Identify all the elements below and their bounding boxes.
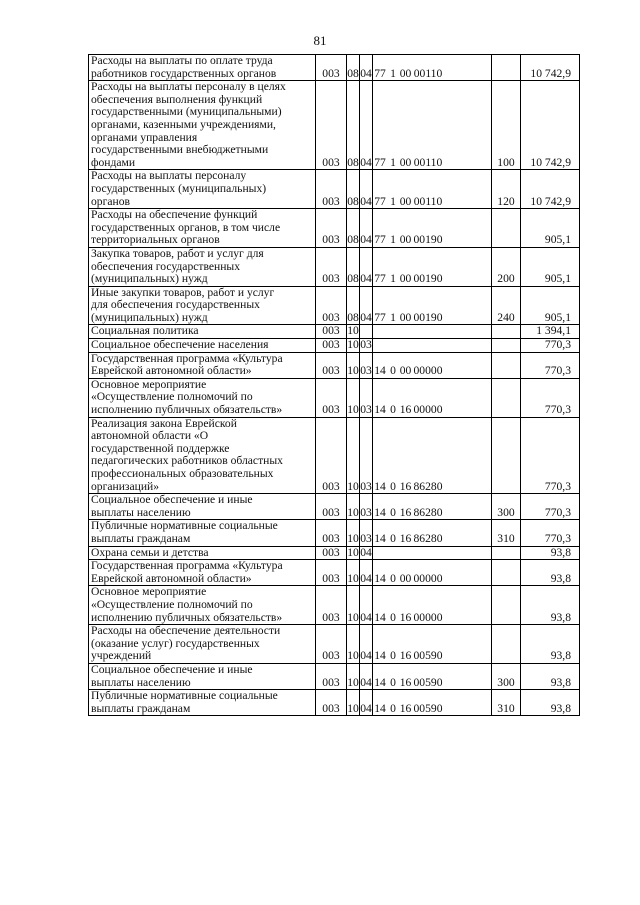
table-row xyxy=(89,417,580,494)
target-article-part: 77 xyxy=(374,233,386,247)
target-article-cell xyxy=(373,546,492,560)
table-row xyxy=(89,494,580,520)
table-row xyxy=(89,209,580,248)
item-name-cell: Основное мероприятие «Осуществление полномочий по исполнению публичных обязательств» xyxy=(89,378,316,417)
expense-type-cell: 300 xyxy=(492,494,521,520)
table-row xyxy=(89,325,580,339)
expense-type-cell xyxy=(492,625,521,664)
gr-code-cell: 003 xyxy=(316,417,347,494)
target-article-part: 77 xyxy=(374,272,386,286)
target-article-cell xyxy=(373,494,492,520)
pr-code-cell: 04 xyxy=(360,81,373,170)
target-article-part: 0 xyxy=(390,649,396,663)
pr-code-cell: 04 xyxy=(360,663,373,689)
amount-cell: 770,3 xyxy=(521,494,580,520)
target-article-code xyxy=(373,481,491,494)
expense-type-cell xyxy=(492,352,521,378)
pr-code-cell: 03 xyxy=(360,352,373,378)
pr-code-cell: 04 xyxy=(360,286,373,325)
target-article-code xyxy=(373,404,491,417)
target-article-code xyxy=(373,573,491,586)
expense-type-cell: 310 xyxy=(492,520,521,546)
target-article-part: 0 xyxy=(390,403,396,417)
rz-code-cell: 08 xyxy=(347,286,360,325)
target-article-part: 00590 xyxy=(413,701,443,715)
rz-code-cell: 10 xyxy=(347,560,360,586)
table-row xyxy=(89,81,580,170)
target-article-part: 00190 xyxy=(413,233,443,247)
gr-code-cell: 003 xyxy=(316,690,347,716)
rz-code-cell: 10 xyxy=(347,378,360,417)
target-article-code xyxy=(373,312,491,325)
target-article-part: 14 xyxy=(374,649,386,663)
target-article-part: 1 xyxy=(390,194,396,208)
gr-code-cell: 003 xyxy=(316,378,347,417)
pr-code-cell: 04 xyxy=(360,586,373,625)
amount-cell: 770,3 xyxy=(521,378,580,417)
rz-code-cell: 10 xyxy=(347,417,360,494)
item-name-cell: Публичные нормативные социальные выплаты гражданам xyxy=(89,690,316,716)
item-name-cell: Социальная политика xyxy=(89,325,316,339)
expense-type-cell: 310 xyxy=(492,690,521,716)
target-article-cell xyxy=(373,625,492,664)
target-article-cell xyxy=(373,247,492,286)
target-article-part: 14 xyxy=(374,701,386,715)
target-article-cell xyxy=(373,209,492,248)
pr-code-cell: 04 xyxy=(360,560,373,586)
target-article-cell xyxy=(373,55,492,81)
pr-code-cell: 04 xyxy=(360,247,373,286)
gr-code-cell: 003 xyxy=(316,352,347,378)
rz-code-cell: 08 xyxy=(347,247,360,286)
gr-code-cell: 003 xyxy=(316,55,347,81)
expense-type-cell xyxy=(492,325,521,339)
target-article-code xyxy=(373,365,491,378)
target-article-part: 16 xyxy=(399,675,412,689)
item-name-cell: Социальное обеспечение населения xyxy=(89,339,316,353)
item-name-cell: Охрана семьи и детства xyxy=(89,546,316,560)
rz-code-cell: 10 xyxy=(347,586,360,625)
expense-type-cell xyxy=(492,586,521,625)
table-row xyxy=(89,560,580,586)
gr-code-cell: 003 xyxy=(316,209,347,248)
target-article-cell xyxy=(373,352,492,378)
target-article-part: 00110 xyxy=(413,194,443,208)
pr-code-cell: 04 xyxy=(360,209,373,248)
target-article-part: 16 xyxy=(399,531,412,545)
budget-table xyxy=(88,54,580,716)
table-row xyxy=(89,625,580,664)
target-article-part: 14 xyxy=(374,364,386,378)
rz-code-cell: 10 xyxy=(347,324,359,338)
item-name-cell: Социальное обеспечение и иные выплаты населению xyxy=(89,494,316,520)
rz-code-cell: 08 xyxy=(347,170,360,209)
target-article-part: 00110 xyxy=(413,155,443,169)
table-row xyxy=(89,247,580,286)
target-article-part: 77 xyxy=(374,194,386,208)
table-row xyxy=(89,170,580,209)
target-article-part: 00000 xyxy=(413,610,443,624)
target-article-part: 77 xyxy=(374,155,386,169)
target-article-cell xyxy=(373,663,492,689)
target-article-cell xyxy=(373,339,492,353)
target-article-part: 0 xyxy=(390,479,396,493)
expense-type-cell: 240 xyxy=(492,286,521,325)
rz-code-cell: 10 xyxy=(347,352,360,378)
table-row xyxy=(89,520,580,546)
target-article-part: 1 xyxy=(390,233,396,247)
expense-type-cell xyxy=(492,378,521,417)
expense-type-cell xyxy=(492,417,521,494)
item-name-cell: Расходы на обеспечение деятельности (оказание услуг) государственных учреждений xyxy=(89,625,316,664)
expense-type-cell xyxy=(492,209,521,248)
table-row xyxy=(89,378,580,417)
rz-code-cell: 10 xyxy=(347,338,359,352)
target-article-cell xyxy=(373,81,492,170)
target-article-part: 00590 xyxy=(413,649,443,663)
expense-type-cell: 120 xyxy=(492,170,521,209)
pr-code-cell: 03 xyxy=(360,338,372,352)
amount-cell: 93,8 xyxy=(521,560,580,586)
pr-code-cell: 04 xyxy=(360,170,373,209)
target-article-part: 00 xyxy=(399,310,412,324)
rz-code-cell: 10 xyxy=(347,625,360,664)
target-article-part: 00 xyxy=(399,155,412,169)
target-article-part: 00190 xyxy=(413,310,443,324)
item-name-cell: Расходы на выплаты персоналу в целях обеспечения выполнения функций государственными (муниципальными) органами, казенными учреждениями, органами управления государственными внебюджетными фондами xyxy=(89,81,316,170)
target-article-part: 14 xyxy=(374,610,386,624)
expense-type-cell xyxy=(492,339,521,353)
amount-cell: 770,3 xyxy=(521,352,580,378)
amount-cell: 905,1 xyxy=(521,247,580,286)
target-article-part: 00 xyxy=(399,272,412,286)
rz-code-cell: 08 xyxy=(347,209,360,248)
rz-code-cell: 10 xyxy=(347,663,360,689)
rz-code-cell: 10 xyxy=(347,690,360,716)
target-article-part: 1 xyxy=(390,66,396,80)
rz-code-cell: 08 xyxy=(347,81,360,170)
target-article-part: 00 xyxy=(399,66,412,80)
page-number: 81 xyxy=(313,33,327,48)
item-name-cell: Расходы на обеспечение функций государственных органов, в том числе территориальных органов xyxy=(89,209,316,248)
target-article-part: 00000 xyxy=(413,364,443,378)
target-article-part: 1 xyxy=(390,155,396,169)
target-article-cell xyxy=(373,325,492,339)
expense-type-cell: 300 xyxy=(492,663,521,689)
gr-code-cell: 003 xyxy=(316,560,347,586)
target-article-code xyxy=(373,273,491,286)
pr-code-cell xyxy=(360,325,373,339)
target-article-code xyxy=(373,234,491,247)
amount-cell: 10 742,9 xyxy=(521,81,580,170)
gr-code-cell: 003 xyxy=(316,81,347,170)
target-article-cell xyxy=(373,560,492,586)
target-article-code xyxy=(373,677,491,690)
expense-type-cell: 200 xyxy=(492,247,521,286)
rz-code-cell: 10 xyxy=(347,520,360,546)
table-row xyxy=(89,586,580,625)
target-article-part: 16 xyxy=(399,505,412,519)
item-name-cell: Расходы на выплаты по оплате труда работников государственных органов xyxy=(89,55,316,81)
item-name-cell: Основное мероприятие «Осуществление полномочий по исполнению публичных обязательств» xyxy=(89,586,316,625)
target-article-part: 00110 xyxy=(413,66,443,80)
target-article-part: 14 xyxy=(374,479,386,493)
target-article-code xyxy=(373,650,491,663)
gr-code-cell: 003 xyxy=(316,339,347,353)
amount-cell: 10 742,9 xyxy=(521,55,580,81)
target-article-part: 77 xyxy=(374,66,386,80)
amount-cell: 905,1 xyxy=(521,286,580,325)
expense-type-cell: 100 xyxy=(492,81,521,170)
target-article-part: 0 xyxy=(390,610,396,624)
amount-cell: 770,3 xyxy=(521,339,580,353)
amount-cell: 93,8 xyxy=(521,586,580,625)
target-article-part: 00 xyxy=(399,194,412,208)
gr-code-cell: 003 xyxy=(316,170,347,209)
target-article-code xyxy=(373,157,491,170)
target-article-cell xyxy=(373,417,492,494)
target-article-part: 00 xyxy=(399,571,412,585)
target-article-part: 14 xyxy=(374,403,386,417)
table-row xyxy=(89,663,580,689)
pr-code-cell: 04 xyxy=(360,625,373,664)
gr-code-cell: 003 xyxy=(316,325,347,339)
target-article-part: 14 xyxy=(374,531,386,545)
table-row xyxy=(89,339,580,353)
pr-code-cell: 03 xyxy=(360,378,373,417)
target-article-part: 86280 xyxy=(413,505,443,519)
target-article-code xyxy=(373,68,491,81)
item-name-cell: Расходы на выплаты персоналу государственных (муниципальных) органов xyxy=(89,170,316,209)
pr-code-cell: 04 xyxy=(360,55,373,81)
target-article-part: 00590 xyxy=(413,675,443,689)
target-article-part: 16 xyxy=(399,649,412,663)
rz-code-cell: 10 xyxy=(347,545,359,559)
gr-code-cell: 003 xyxy=(316,625,347,664)
gr-code-cell: 003 xyxy=(316,586,347,625)
rz-code-cell: 10 xyxy=(347,494,360,520)
amount-cell: 770,3 xyxy=(521,520,580,546)
target-article-part: 14 xyxy=(374,505,386,519)
expense-type-cell xyxy=(492,560,521,586)
item-name-cell: Закупка товаров, работ и услуг для обеспечения государственных (муниципальных) нужд xyxy=(89,247,316,286)
amount-cell: 93,8 xyxy=(521,663,580,689)
target-article-part: 00 xyxy=(399,364,412,378)
amount-cell: 905,1 xyxy=(521,209,580,248)
budget-table-body xyxy=(89,55,580,716)
gr-code-cell: 003 xyxy=(316,286,347,325)
pr-code-cell: 03 xyxy=(360,494,373,520)
target-article-part: 16 xyxy=(399,403,412,417)
amount-cell: 10 742,9 xyxy=(521,170,580,209)
gr-code-cell: 003 xyxy=(316,520,347,546)
item-name-cell: Публичные нормативные социальные выплаты гражданам xyxy=(89,520,316,546)
target-article-part: 00000 xyxy=(413,571,443,585)
rz-code-cell: 08 xyxy=(347,55,360,81)
target-article-part: 0 xyxy=(390,531,396,545)
pr-code-cell: 03 xyxy=(360,417,373,494)
target-article-part: 0 xyxy=(390,364,396,378)
item-name-cell: Социальное обеспечение и иные выплаты населению xyxy=(89,663,316,689)
gr-code-cell: 003 xyxy=(316,247,347,286)
item-name-cell: Государственная программа «Культура Еврейской автономной области» xyxy=(89,352,316,378)
target-article-part: 0 xyxy=(390,701,396,715)
target-article-cell xyxy=(373,520,492,546)
item-name-cell: Реализация закона Еврейской автономной области «О государственной поддержке педагогических работников областных профессиональных образовательных организаций» xyxy=(89,417,316,494)
expense-type-cell xyxy=(492,546,521,560)
target-article-cell xyxy=(373,286,492,325)
amount-cell: 770,3 xyxy=(521,417,580,494)
target-article-code xyxy=(373,507,491,520)
target-article-part: 00000 xyxy=(413,403,443,417)
pr-code-cell: 04 xyxy=(360,690,373,716)
gr-code-cell: 003 xyxy=(316,494,347,520)
target-article-part: 1 xyxy=(390,310,396,324)
target-article-part: 0 xyxy=(390,675,396,689)
target-article-part: 1 xyxy=(390,272,396,286)
gr-code-cell: 003 xyxy=(316,663,347,689)
item-name-cell: Государственная программа «Культура Еврейской автономной области» xyxy=(89,560,316,586)
target-article-part: 16 xyxy=(399,479,412,493)
target-article-code xyxy=(373,196,491,209)
table-row xyxy=(89,352,580,378)
amount-cell: 93,8 xyxy=(521,690,580,716)
target-article-code xyxy=(373,533,491,546)
target-article-code xyxy=(373,703,491,716)
target-article-part: 14 xyxy=(374,571,386,585)
expense-type-cell xyxy=(492,55,521,81)
target-article-part: 00 xyxy=(399,233,412,247)
pr-code-cell: 04 xyxy=(360,545,372,559)
target-article-part: 00190 xyxy=(413,272,443,286)
table-row xyxy=(89,55,580,81)
target-article-part: 16 xyxy=(399,610,412,624)
table-row xyxy=(89,690,580,716)
target-article-cell xyxy=(373,586,492,625)
target-article-part: 16 xyxy=(399,701,412,715)
table-row xyxy=(89,546,580,560)
target-article-cell xyxy=(373,170,492,209)
amount-cell: 93,8 xyxy=(521,625,580,664)
amount-cell: 1 394,1 xyxy=(521,325,580,339)
pr-code-cell: 03 xyxy=(360,520,373,546)
target-article-part: 0 xyxy=(390,505,396,519)
table-row xyxy=(89,286,580,325)
target-article-code xyxy=(373,612,491,625)
target-article-part: 86280 xyxy=(413,531,443,545)
target-article-part: 0 xyxy=(390,571,396,585)
target-article-cell xyxy=(373,378,492,417)
amount-cell: 93,8 xyxy=(521,546,580,560)
target-article-part: 77 xyxy=(374,310,386,324)
item-name-cell: Иные закупки товаров, работ и услуг для обеспечения государственных (муниципальных) нужд xyxy=(89,286,316,325)
target-article-part: 86280 xyxy=(413,479,443,493)
target-article-cell xyxy=(373,690,492,716)
target-article-part: 14 xyxy=(374,675,386,689)
gr-code-cell: 003 xyxy=(316,546,347,560)
